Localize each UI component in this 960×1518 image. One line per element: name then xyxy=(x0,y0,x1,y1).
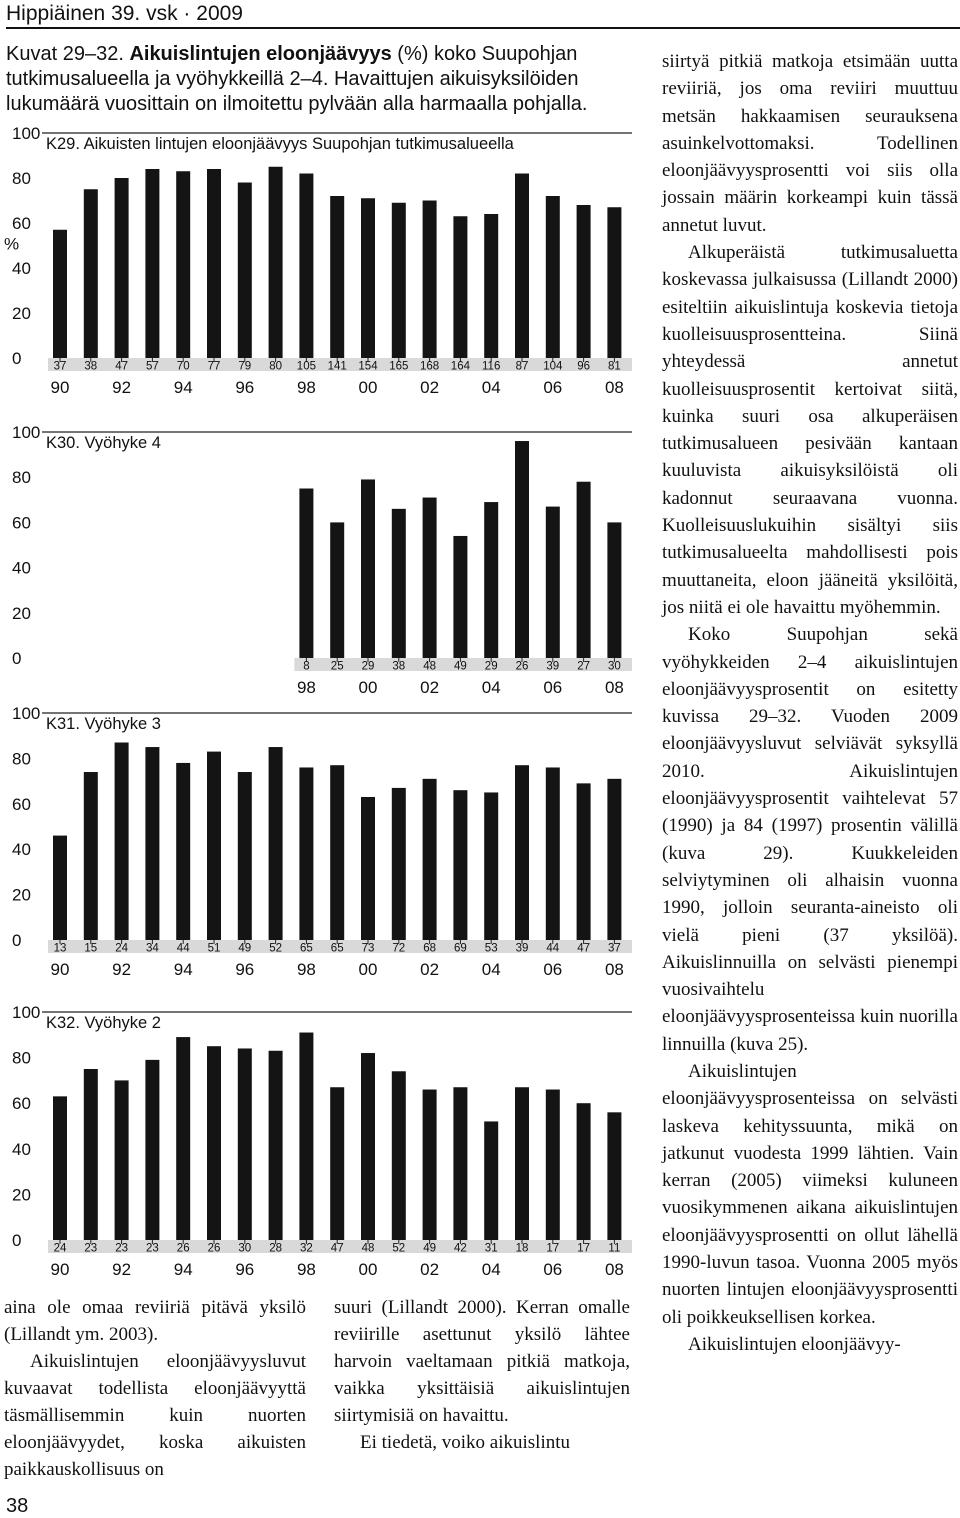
x-tick-label: 90 xyxy=(50,378,70,397)
bar xyxy=(53,836,67,940)
bar xyxy=(546,1090,560,1240)
bar xyxy=(145,169,159,358)
x-tick-label: 02 xyxy=(420,1260,440,1279)
x-tick-label: 96 xyxy=(235,1260,255,1279)
count-label: 11 xyxy=(608,1242,621,1255)
paragraph: Alkuperäistä tutkimusaluetta koskevassa julkaisussa (Lillandt 2000) esiteltiin aikuislintuja koskevia tietoja kuolleisuusprosentteina. Siinä yhteydessä annetut kuolleisuusprosentit kertoivat siitä, kuinka suuri osa alkuperäisen tutkimusalueen pesivään kantaan kuuluvista aikuisyksilöistä oli kadonnut seuraavana vuonna. Kuolleisuuslukuihin sisältyi siis tutkimusalueelta mahdollisesti pois muuttaneita, eloon jääneitä yksilöitä, jos niitä ei ole havaittu myöhemmin. xyxy=(662,242,958,618)
count-label: 37 xyxy=(53,360,67,373)
x-tick-label: 96 xyxy=(235,960,255,979)
count-label: 39 xyxy=(546,660,560,673)
bar xyxy=(361,198,375,358)
bar xyxy=(546,507,560,658)
x-tick-label: 08 xyxy=(604,378,624,397)
paragraph: Koko Suupohjan sekä vyöhykkeiden 2–4 aikuislintujen eloonjäävyysprosentit on esitetty kuvissa 29–32. Vuoden 2009 eloonjäävyysluvut selviävät syksyllä 2010. Aikuislintujen eloonjäävyysprosentit vaihtelevat 57 (1990) ja 84 (1997) prosentin välillä (kuva 29). Kuukkeleiden selviytyminen oli alhaisin vuonna 1990, jolloin seuranta-aineisto oli vielä pieni (37 yksilöä). Aikuislinnuilla on selvästi pienempi vuosivaihtelu eloonjäävyysprosenteissa kuin nuorilla linnuilla (kuva 25). xyxy=(662,624,958,1055)
y-tick-label: 60 xyxy=(12,214,31,233)
bar xyxy=(453,790,467,940)
bar xyxy=(607,1112,621,1240)
bar xyxy=(53,1096,67,1240)
count-label: 164 xyxy=(450,360,470,373)
paragraph: Aikuislintujen eloonjäävyysprosenteissa on selvästi laskeva kehityssuunta, mikä on jatkunut vuodesta 1999 lähtien. Vain kerran (2005) viimeksi kuluneen vuosikymmenen aikana aikuislintujen eloonjäävyysprosentti on ollut lähellä 1990-luvun tasoa. Vuonna 2005 myös nuorten lintujen eloonjäävyysprosentti oli poikkeuksellisen korkea. xyxy=(662,1060,958,1328)
bar xyxy=(515,1087,529,1240)
bar xyxy=(361,1053,375,1240)
bar xyxy=(423,1090,437,1240)
count-label: 24 xyxy=(115,942,128,955)
count-label: 18 xyxy=(515,1242,529,1255)
y-tick-label: 0 xyxy=(12,649,22,668)
count-label: 51 xyxy=(207,942,221,955)
bar xyxy=(330,196,344,358)
y-tick-label: 40 xyxy=(12,259,31,278)
count-label: 8 xyxy=(303,660,310,673)
bar xyxy=(577,1103,591,1240)
right-column xyxy=(662,48,958,1358)
figure-caption xyxy=(6,42,636,117)
y-tick-label: 100 xyxy=(12,1003,41,1022)
bar xyxy=(53,230,67,358)
bar xyxy=(176,1037,190,1240)
bar xyxy=(453,1087,467,1240)
bar xyxy=(607,779,621,940)
count-label: 77 xyxy=(207,360,221,373)
count-label: 105 xyxy=(296,360,316,373)
bar xyxy=(515,765,529,940)
y-tick-label: 0 xyxy=(12,349,22,368)
count-label: 49 xyxy=(238,942,252,955)
bar xyxy=(607,207,621,358)
bar xyxy=(269,167,283,358)
x-tick-label: 00 xyxy=(358,960,378,979)
y-tick-label: 20 xyxy=(12,603,31,623)
bar xyxy=(115,743,129,940)
bar xyxy=(299,174,313,359)
bar xyxy=(423,498,437,658)
count-label: 26 xyxy=(515,660,529,673)
count-label: 104 xyxy=(543,360,563,373)
bar xyxy=(577,482,591,658)
paragraph: suuri (Lillandt 2000). Kerran omalle reviirille asettunut yksilö lähtee harvoin vaeltamaan pitkiä matkoja, vaikka yksittäisiä aikuislintujen siirtymisiä on havaittu. xyxy=(334,1297,630,1426)
bar xyxy=(330,765,344,940)
bar xyxy=(115,178,129,358)
count-label: 69 xyxy=(454,942,467,955)
y-tick-label: 80 xyxy=(12,169,31,188)
bar xyxy=(330,522,344,658)
x-tick-label: 06 xyxy=(543,1260,563,1279)
bar xyxy=(515,441,529,658)
bar xyxy=(84,1069,98,1240)
bar xyxy=(145,1060,159,1240)
x-tick-label: 08 xyxy=(604,678,624,697)
count-label: 65 xyxy=(300,942,313,955)
y-tick-label: 40 xyxy=(12,1139,31,1159)
caption-prefix: Kuvat 29–32. xyxy=(6,43,130,65)
count-label: 25 xyxy=(330,660,344,673)
bar xyxy=(546,196,560,358)
bar xyxy=(423,201,437,359)
chart-title: K29. Aikuisten lintujen eloonjäävyys Suupohjan tutkimusalueella xyxy=(46,135,514,153)
count-label: 73 xyxy=(361,942,375,955)
y-tick-label: 80 xyxy=(12,468,31,488)
count-label: 24 xyxy=(53,1242,67,1255)
left-column-part-a xyxy=(4,1294,306,1483)
chart-title: K30. Vyöhyke 4 xyxy=(46,434,161,452)
bar xyxy=(515,174,529,359)
bar xyxy=(392,1071,406,1240)
count-label: 42 xyxy=(454,1242,467,1255)
x-tick-label: 94 xyxy=(173,960,193,979)
count-label: 23 xyxy=(115,1242,128,1255)
y-tick-label: 100 xyxy=(12,704,41,723)
bar xyxy=(484,214,498,358)
bar xyxy=(238,772,252,940)
y-tick-label: 20 xyxy=(12,304,31,323)
x-tick-label: 96 xyxy=(235,378,255,397)
x-tick-label: 90 xyxy=(50,1260,70,1279)
x-tick-label: 04 xyxy=(481,1260,501,1279)
y-tick-label: 0 xyxy=(12,1231,22,1250)
y-tick-label: 80 xyxy=(12,749,31,769)
header-rule xyxy=(6,27,960,29)
bar xyxy=(238,183,252,359)
x-tick-label: 92 xyxy=(112,378,132,397)
bar xyxy=(269,1051,283,1240)
bar xyxy=(176,171,190,358)
count-label: 49 xyxy=(423,1242,436,1255)
count-label: 52 xyxy=(392,1242,406,1255)
count-label: 31 xyxy=(484,1242,498,1255)
count-label: 39 xyxy=(515,942,529,955)
y-tick-label: 40 xyxy=(12,840,31,860)
bar xyxy=(84,772,98,940)
bar xyxy=(484,502,498,658)
bar xyxy=(84,189,98,358)
page-number: 38 xyxy=(6,1495,29,1517)
bar xyxy=(423,779,437,940)
bar xyxy=(207,169,221,358)
bar xyxy=(577,783,591,940)
bar xyxy=(361,479,375,658)
x-tick-label: 92 xyxy=(112,960,132,979)
count-label: 44 xyxy=(546,942,560,955)
count-label: 81 xyxy=(608,360,621,373)
count-label: 26 xyxy=(176,1242,190,1255)
count-label: 154 xyxy=(358,360,378,373)
count-label: 53 xyxy=(484,942,498,955)
bar xyxy=(145,747,159,940)
count-label: 38 xyxy=(84,360,98,373)
x-tick-label: 04 xyxy=(481,960,501,979)
count-label: 141 xyxy=(327,360,347,373)
count-label: 30 xyxy=(238,1242,252,1255)
bar xyxy=(484,792,498,940)
count-label: 168 xyxy=(420,360,440,373)
paragraph: siirtyä pitkiä matkoja etsimään uutta reviiriä, jos oma reviiri muuttuu metsän hakkaamisen seurauksena asuinkelvottomaksi. Todellinen eloonjäävyysprosentti voi siis olla jossain määrin korkeampi kuin tässä annetut luvut. xyxy=(662,51,958,236)
paragraph: aina ole omaa reviiriä pitävä yksilö (Lillandt ym. 2003). xyxy=(4,1297,306,1345)
x-tick-label: 02 xyxy=(420,378,440,397)
count-label: 87 xyxy=(515,360,529,373)
bar xyxy=(484,1121,498,1240)
y-tick-label: 60 xyxy=(12,794,31,814)
x-tick-label: 00 xyxy=(358,1260,378,1279)
y-tick-label: 100 xyxy=(12,423,41,442)
bar xyxy=(207,1046,221,1240)
paragraph: Ei tiedetä, voiko aikuislintu xyxy=(360,1432,571,1453)
x-tick-label: 04 xyxy=(481,378,501,397)
paragraph: Aikuislintujen eloonjäävyysluvut kuvaavat todellista eloonjäävyyttä täsmällisemmin kuin nuorten eloonjäävyydet, koska aikuisten paikkauskollisuus on xyxy=(4,1351,306,1480)
count-label: 47 xyxy=(115,360,128,373)
count-label: 28 xyxy=(269,1242,282,1255)
x-tick-label: 06 xyxy=(543,678,563,697)
count-label: 26 xyxy=(207,1242,221,1255)
count-label: 38 xyxy=(392,660,406,673)
count-label: 96 xyxy=(577,360,590,373)
count-label: 30 xyxy=(608,660,621,673)
caption-rest: (%) koko Suupohjan tutkimusalueella ja vyöhykkeillä 2–4. Havaittujen aikuisyksilöiden lukumäärä vuosittain on ilmoitettu pylvään alla harmaalla pohjalla. xyxy=(6,43,588,115)
left-column-part-b xyxy=(334,1294,630,1456)
bar xyxy=(453,216,467,358)
count-label: 49 xyxy=(454,660,467,673)
caption-bold: Aikuislintujen eloonjäävyys xyxy=(129,43,392,65)
bar xyxy=(361,797,375,940)
y-axis-label: % xyxy=(4,234,20,254)
bar xyxy=(577,205,591,358)
x-tick-label: 06 xyxy=(543,960,563,979)
y-tick-label: 40 xyxy=(12,558,31,578)
count-label: 15 xyxy=(84,942,98,955)
count-label: 79 xyxy=(238,360,252,373)
bar xyxy=(207,752,221,940)
bar xyxy=(299,767,313,940)
count-label: 80 xyxy=(269,360,282,373)
count-label: 23 xyxy=(84,1242,98,1255)
count-label: 47 xyxy=(330,1242,344,1255)
y-tick-label: 20 xyxy=(12,1185,31,1205)
bar xyxy=(392,203,406,358)
y-tick-label: 100 xyxy=(12,124,41,143)
running-title: Hippiäinen 39. vsk · 2009 xyxy=(6,2,243,25)
bar xyxy=(115,1080,129,1240)
count-label: 37 xyxy=(608,942,621,955)
count-label: 47 xyxy=(577,942,590,955)
bar xyxy=(330,1087,344,1240)
count-label: 27 xyxy=(577,660,590,673)
count-label: 32 xyxy=(300,1242,313,1255)
bar xyxy=(392,509,406,658)
bar xyxy=(453,536,467,658)
count-label: 44 xyxy=(176,942,190,955)
count-label: 72 xyxy=(392,942,406,955)
y-tick-label: 0 xyxy=(12,931,22,950)
x-tick-label: 94 xyxy=(173,378,193,397)
y-tick-label: 60 xyxy=(12,513,31,533)
bar xyxy=(269,747,283,940)
bar xyxy=(176,763,190,940)
bar xyxy=(238,1048,252,1240)
bar xyxy=(299,489,313,659)
count-label: 48 xyxy=(423,660,436,673)
y-tick-label: 80 xyxy=(12,1048,31,1068)
x-tick-label: 98 xyxy=(296,960,316,979)
x-tick-label: 08 xyxy=(604,960,624,979)
running-header xyxy=(6,0,960,26)
y-tick-label: 60 xyxy=(12,1094,31,1114)
x-tick-label: 98 xyxy=(296,678,316,697)
x-tick-label: 06 xyxy=(543,378,563,397)
count-label: 17 xyxy=(577,1242,590,1255)
count-label: 52 xyxy=(269,942,282,955)
x-tick-label: 08 xyxy=(604,1260,624,1279)
count-label: 34 xyxy=(146,942,159,955)
count-label: 70 xyxy=(176,360,190,373)
x-tick-label: 02 xyxy=(420,960,440,979)
x-tick-label: 00 xyxy=(358,678,378,697)
bar xyxy=(299,1033,313,1240)
bar xyxy=(607,522,621,658)
x-tick-label: 92 xyxy=(112,1260,132,1279)
count-label: 23 xyxy=(146,1242,159,1255)
x-tick-label: 94 xyxy=(173,1260,193,1279)
y-tick-label: 20 xyxy=(12,885,31,905)
x-tick-label: 00 xyxy=(358,378,378,397)
x-tick-label: 98 xyxy=(296,378,316,397)
paragraph: Aikuislintujen eloonjäävyy- xyxy=(688,1333,901,1355)
bar xyxy=(546,767,560,940)
x-tick-label: 04 xyxy=(481,678,501,697)
x-tick-label: 02 xyxy=(420,678,440,697)
bar xyxy=(392,788,406,940)
chart-title: K32. Vyöhyke 2 xyxy=(46,1014,161,1032)
x-tick-label: 98 xyxy=(296,1260,316,1279)
count-label: 68 xyxy=(423,942,436,955)
count-label: 57 xyxy=(146,360,159,373)
count-label: 48 xyxy=(361,1242,375,1255)
x-tick-label: 90 xyxy=(50,960,70,979)
count-label: 13 xyxy=(53,942,67,955)
count-label: 165 xyxy=(389,360,409,373)
count-label: 29 xyxy=(361,660,375,673)
count-label: 65 xyxy=(330,942,344,955)
count-label: 29 xyxy=(484,660,498,673)
count-label: 116 xyxy=(482,360,501,373)
count-label: 17 xyxy=(546,1242,560,1255)
chart-title: K31. Vyöhyke 3 xyxy=(46,715,161,733)
